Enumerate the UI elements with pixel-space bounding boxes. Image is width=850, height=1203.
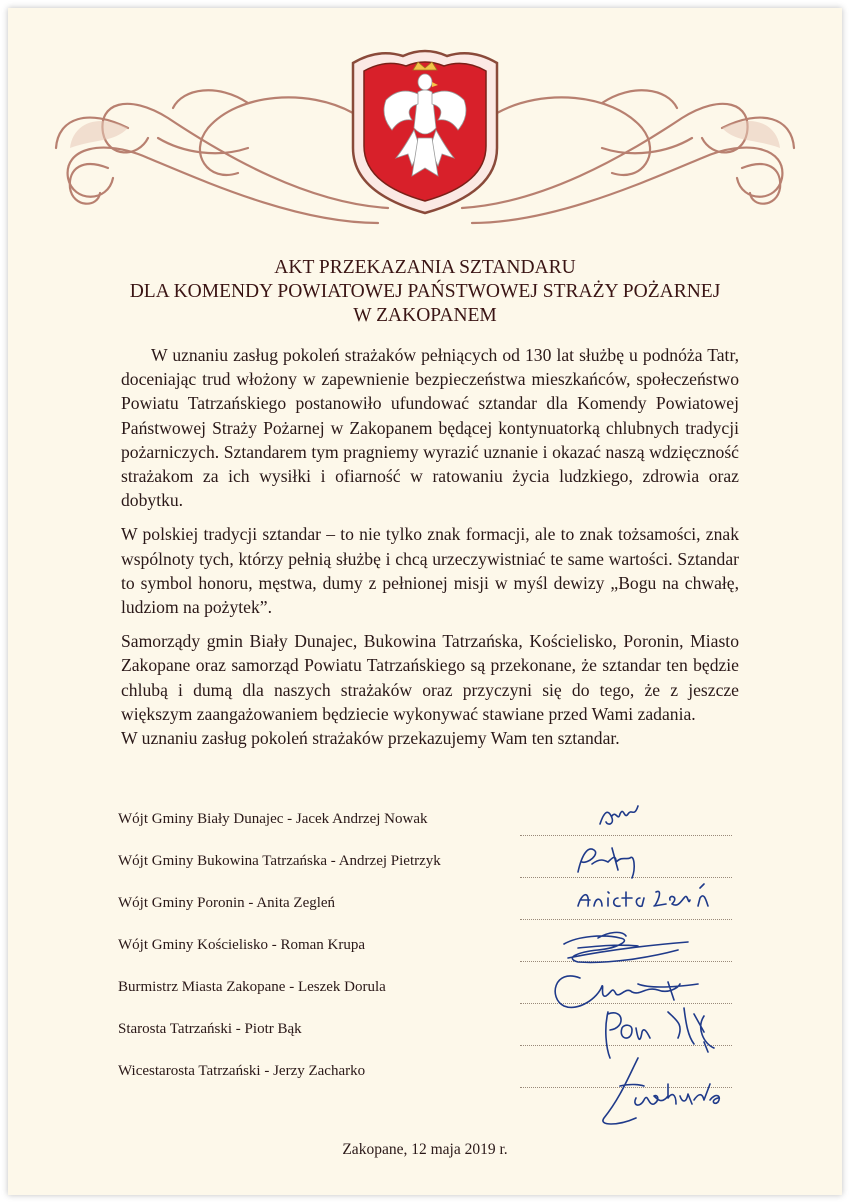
eagle-emblem-icon xyxy=(353,51,497,213)
document-title xyxy=(8,256,842,328)
document-page xyxy=(8,8,842,1195)
signatory-name: Starosta Tatrzański - Piotr Bąk xyxy=(118,1021,302,1037)
paragraph-3: Samorządy gmin Biały Dunajec, Bukowina Tatrzańska, Kościelisko, Poronin, Miasto Zakopane oraz samorząd Powiatu Tatrzańskiego są przekonane, że sztandar ten będzie chlubą i dumą dla naszych strażaków oraz przyczyni się do tego, że z jeszcze większym zaangażowaniem będziecie wykonywać stawiane przed Wami zadania. xyxy=(121,631,739,724)
paragraph-2: W polskiej tradycji sztandar – to nie tylko znak formacji, ale to znak tożsamości, znak wspólnoty tych, którzy pełnią służbę i chcą urzeczywistniać te same wartości. Sztandar to symbol honoru, męstwa, dumy z pełnionej misji w myśl dewizy „Bogu na chwałę, ludziom na pożytek”. xyxy=(121,524,739,618)
title-line-2: DLA KOMENDY POWIATOWEJ PAŃSTWOWEJ STRAŻY POŻARNEJ xyxy=(129,281,721,302)
title-line-3: W ZAKOPANEM xyxy=(353,305,497,326)
paragraph-1: W uznaniu zasług pokoleń strażaków pełniących od 130 lat służbę u podnóża Tatr, doceniając trud włożony w zapewnienie bezpieczeństwa mieszkańców, społeczeństwo Powiatu Tatrzańskiego postanowiło ufundować sztandar dla Komendy Powiatowej Państwowej Straży Pożarnej w Zakopanem będącej kontynuatorką chlubnych tradycji pożarniczych. Sztandarem tym pragniemy wyrazić uznanie i okazać naszą wdzięczność strażakom za ich wysiłki i ofiarność w ratowaniu życia ludzkiego, zdrowia oraz dobytku. xyxy=(121,345,739,511)
signature-dorula xyxy=(555,976,698,1007)
place-and-date: Zakopane, 12 maja 2019 r. xyxy=(342,1141,508,1158)
signatory-name: Wójt Gminy Biały Dunajec - Jacek Andrzej Nowak xyxy=(118,811,428,827)
header-ornament xyxy=(8,8,842,248)
paragraph-4: W uznaniu zasług pokoleń strażaków przekazujemy Wam ten sztandar. xyxy=(121,728,620,749)
signatory-name: Wójt Gminy Bukowina Tatrzańska - Andrzej Pietrzyk xyxy=(118,853,441,869)
handwritten-signatures xyxy=(508,788,748,1138)
signatory-name: Wójt Gminy Kościelisko - Roman Krupa xyxy=(118,937,366,953)
signatory-name: Wójt Gminy Poronin - Anita Zegleń xyxy=(118,895,336,911)
title-line-1: AKT PRZEKAZANIA SZTANDARU xyxy=(274,257,576,278)
signature-zeglen xyxy=(578,884,708,906)
signature-bak xyxy=(606,1008,714,1058)
signature-nowak xyxy=(600,806,638,824)
document-body xyxy=(121,343,739,750)
signature-krupa xyxy=(564,932,688,962)
signature-zacharko xyxy=(603,1058,719,1124)
signatory-name: Wicestarosta Tatrzański - Jerzy Zacharko xyxy=(118,1063,366,1079)
signatory-name: Burmistrz Miasta Zakopane - Leszek Dorula xyxy=(118,979,386,995)
signature-pietrzyk xyxy=(578,848,634,878)
